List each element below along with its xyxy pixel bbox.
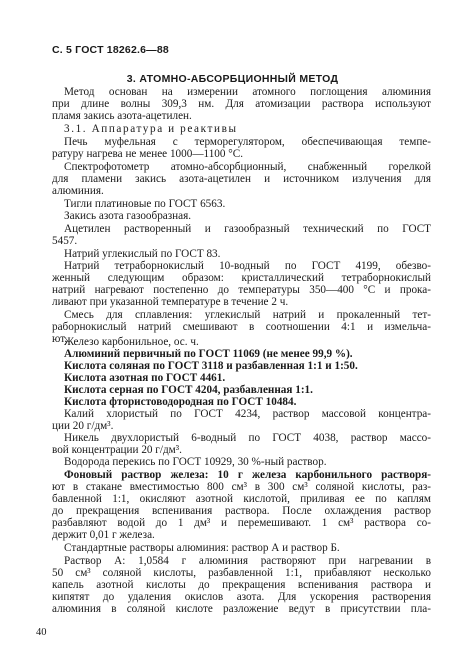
page-number: 40 xyxy=(36,627,47,638)
text-line: Калий хлористый по ГОСТ 4234, раствор массовой концентра- xyxy=(64,408,431,420)
text-line: Кислота серная по ГОСТ 4204, разбавленная 1:1. xyxy=(64,384,313,396)
text-line: кипятят до удаления окислов азота. Для ускорения растворения xyxy=(52,591,431,603)
text-line: Натрий тетраборнокислый 10-водный по ГОСТ 4199, обезво- xyxy=(64,260,431,272)
text-line: Алюминий первичный по ГОСТ 11069 (не менее 99,9 %). xyxy=(64,348,353,360)
text-line: раборнокислый натрий смешивают в соотношении 4:1 и измельча- xyxy=(52,321,431,333)
text-line: Кислота фтористоводородная по ГОСТ 10484. xyxy=(64,396,297,408)
text-line: Натрий углекислый по ГОСТ 83. xyxy=(64,248,221,260)
text-line: Спектрофотометр атомно-абсорбционный, снабженный горелкой xyxy=(64,161,431,173)
text-line: Ацетилен растворенный и газообразный технический по ГОСТ xyxy=(64,223,431,235)
section-title: 3. АТОМНО-АБСОРБЦИОННЫЙ МЕТОД xyxy=(126,73,339,85)
text-line: Никель двухлористый 6-водный по ГОСТ 4038, раствор массо- xyxy=(64,432,431,444)
text-line: Водорода перекись по ГОСТ 10929, 30 %-ный раствор. xyxy=(64,456,327,468)
text-line: алюминия. xyxy=(52,185,104,197)
text-line: ции 20 г/дм³. xyxy=(52,420,114,432)
text-line: Стандартные растворы алюминия: раствор А и раствор Б. xyxy=(64,542,340,554)
text-line: разбавляют водой до 1 дм³ и перемешивают. 1 см³ раствора со- xyxy=(52,517,431,529)
text-line: ливают при указанной температуре в течение 2 ч. xyxy=(52,296,289,308)
text-line: Печь муфельная с терморегулятором, обеспечивающая темпе- xyxy=(64,136,431,148)
text-line: держит 0,01 г железа. xyxy=(52,529,155,541)
text-line: капель азотной кислоты до прекращения вспенивания раствора и xyxy=(52,579,431,591)
text-line: Кислота азотная по ГОСТ 4461. xyxy=(64,372,226,384)
running-header: С. 5 ГОСТ 18262.6—88 xyxy=(52,44,169,56)
text-line: Метод основан на измерении атомного поглощения алюминия xyxy=(64,86,431,98)
text-line: для пламени закись азота-ацетилен и источником излучения для xyxy=(52,173,431,185)
text-line: Кислота соляная по ГОСТ 3118 и разбавленная 1:1 и 1:50. xyxy=(64,360,358,372)
text-line: пламя закись азота-ацетилен. xyxy=(52,110,192,122)
text-line: Раствор А: 1,0584 г алюминия растворяют при нагревании в xyxy=(64,555,431,567)
text-line: натрий нагревают постепенно до температуры 350—400 °С и прока- xyxy=(52,284,431,296)
text-line: 50 см³ соляной кислоты, разбавленной 1:1, прибавляют несколько xyxy=(52,567,431,579)
text-line: до прекращения вспенивания раствора. После охлаждения раствор xyxy=(52,505,431,517)
text-line: вой концентрации 20 г/дм³. xyxy=(52,444,182,456)
text-line: Тигли платиновые по ГОСТ 6563. xyxy=(64,198,226,210)
text-line: 5457. xyxy=(52,235,78,247)
text-line: ют в стакане вместимостью 800 см³ в 300 см³ соляной кислоты, раз- xyxy=(52,481,431,493)
text-line: ют. xyxy=(52,333,68,345)
text-line: ратуру нагрева не менее 1000—1100 °С. xyxy=(52,148,244,160)
subsection-heading: 3.1. Аппаратура и реактивы xyxy=(64,123,238,135)
text-line: Фоновый раствор железа: 10 г железа карбонильного растворя- xyxy=(64,469,431,481)
text-line: Железо карбонильное, ос. ч. xyxy=(64,336,199,348)
text-line: Закись азота газообразная. xyxy=(64,210,192,222)
text-line: алюминия в соляной кислоте разложение ведут в присутствии пла- xyxy=(52,603,431,615)
text-line: при длине волны 309,3 нм. Для атомизации раствора используют xyxy=(52,98,431,110)
text-line: Смесь для сплавления: углекислый натрий и прокаленный тет- xyxy=(64,309,431,321)
text-line: женный следующим образом: кристаллический тетраборнокислый xyxy=(52,272,431,284)
text-line: бавленной 1:1, окисляют азотной кислотой, приливая ее по каплям xyxy=(52,493,431,505)
